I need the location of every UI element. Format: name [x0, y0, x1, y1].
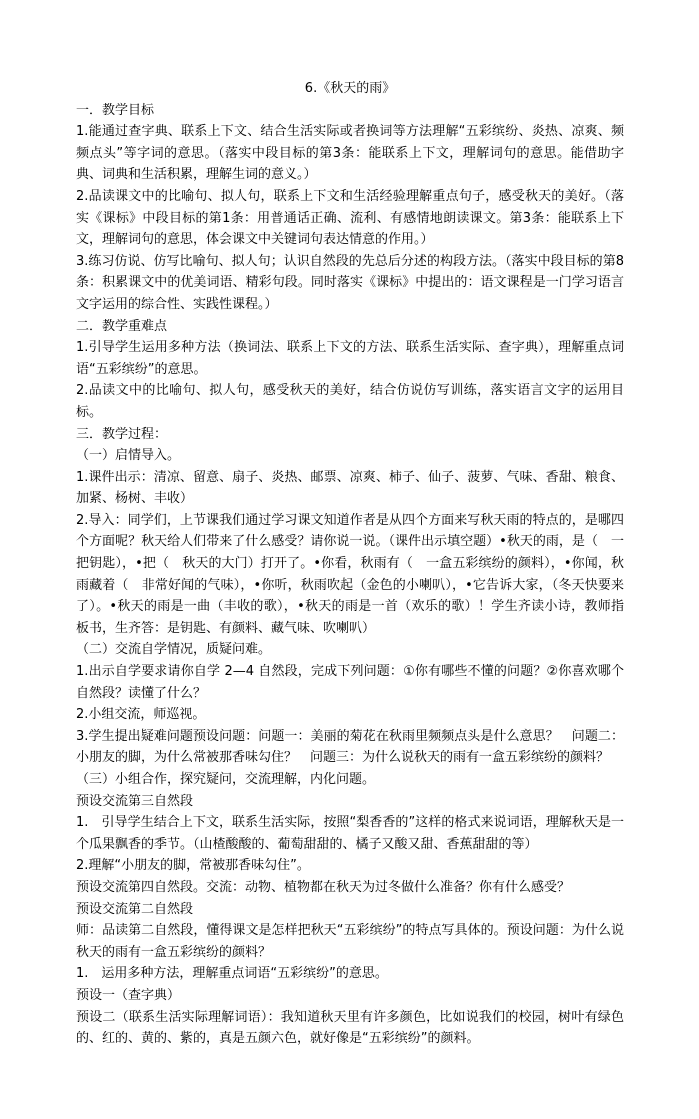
paragraph: 2.导入：同学们，上节课我们通过学习课文知道作者是从四个方面来写秋天雨的特点的，是哪四个方面呢？秋天给人们带来了什么感受？请你说一说。（课件出示填空题）•秋天的雨，是（ 一把钥匙），•把（ 秋天的大门）打开了。•你看，秋雨有（ 一盒五彩缤纷的颜料），•你闻，秋雨藏着（ 非常好闻的气味），•你听，秋雨吹起（金色的小喇叭），•它告诉大家，（冬天快要来了）。•秋天的雨是一曲（丰收的歌），•秋天的雨是一首（欢乐的歌）！学生齐读小诗，教师指板书，生齐答：是钥匙、有颜料、藏气味、吹喇叭）: [76, 512, 624, 636]
section-heading-goals: 一．教学目标: [76, 102, 155, 118]
paragraph: 预设一（查字典）: [76, 987, 181, 1003]
subsection-heading: （二）交流自学情况，质疑问难。: [76, 642, 272, 658]
paragraph: 2.小组交流，师巡视。: [76, 707, 206, 723]
paragraph: 1.课件出示：清凉、留意、扇子、炎热、邮票、凉爽、柿子、仙子、菠萝、气味、香甜、粮食、加紧、杨树、丰收）: [76, 469, 624, 507]
section-heading-key-points: 二．教学重难点: [76, 318, 168, 334]
paragraph: 2.品读文中的比喻句、拟人句，感受秋天的美好，结合仿说仿写训练，落实语言文字的运用目标。: [76, 383, 624, 420]
paragraph: 1.引导学生运用多种方法（换词法、联系上下文的方法、联系生活实际、查字典），理解重点词语“五彩缤纷”的意思。: [76, 340, 624, 377]
paragraph: 预设交流第二自然段: [76, 901, 194, 917]
section-heading-process: 三．教学过程：: [76, 426, 168, 442]
paragraph: 1.出示自学要求请你自学 2—4 自然段，完成下列问题：①你有哪些不懂的问题？②你喜欢哪个自然段？读懂了什么？: [76, 664, 624, 701]
paragraph: 师：品读第二自然段，懂得课文是怎样把秋天“五彩缤纷”的特点写具体的。预设问题：为什么说秋天的雨有一盒五彩缤纷的颜料？: [76, 923, 624, 960]
paragraph: 2.理解“小朋友的脚，常被那香味勾住”。: [76, 858, 310, 874]
paragraph: 2.品读课文中的比喻句、拟人句，联系上下文和生活经验理解重点句子，感受秋天的美好。（落实《课标》中段目标的第1条：用普通话正确、流利、有感情地朗读课文。第3条：能联系上下文，理解词句的意思，体会课文中关键词句表达情意的作用。）: [76, 188, 624, 248]
paragraph: 预设交流第三自然段: [76, 793, 194, 809]
document-body: [76, 78, 624, 1050]
paragraph: 预设交流第四自然段。交流：动物、植物都在秋天为过冬做什么准备？你有什么感受？: [76, 879, 571, 895]
paragraph: 预设二（联系生活实际理解词语）：我知道秋天里有许多颜色，比如说我们的校园，树叶有绿色的、红的、黄的、紫的，真是五颜六色，就好像是“五彩缤纷”的颜料。: [76, 1009, 624, 1047]
paragraph: 3.练习仿说、仿写比喻句、拟人句；认识自然段的先总后分述的构段方法。（落实中段目标的第8条：积累课文中的优美词语、精彩句段。同时落实《课标》中提出的：语文课程是一门学习语言文字运用的综合性、实践性课程。）: [76, 253, 624, 312]
paragraph: 1. 运用多种方法，理解重点词语“五彩缤纷”的意思。: [76, 966, 388, 982]
paragraph: 3.学生提出疑难问题预设问题：问题一：美丽的菊花在秋雨里频频点头是什么意思？ 问题二：小朋友的脚，为什么常被那香味勾住？ 问题三：为什么说秋天的雨有一盒五彩缤纷的颜料？: [76, 728, 624, 766]
paragraph: 1. 引导学生结合上下文，联系生活实际，按照“梨香香的”这样的格式来说词语，理解秋天是一个瓜果飘香的季节。（山楂酸酸的、葡萄甜甜的、橘子又酸又甜、香蕉甜甜的等）: [76, 815, 624, 852]
subsection-heading: （一）启情导入。: [76, 448, 181, 464]
subsection-heading: （三）小组合作，探究疑问，交流理解，内化问题。: [76, 772, 376, 787]
paragraph: 1.能通过查字典、联系上下文、结合生活实际或者换词等方法理解“五彩缤纷、炎热、凉爽、频频点头”等字词的意思。（落实中段目标的第3条：能联系上下文，理解词句的意思。能借助字典、词典和生活积累，理解生词的意义。）: [76, 124, 624, 183]
document-title: 6.《秋天的雨》: [304, 81, 396, 96]
